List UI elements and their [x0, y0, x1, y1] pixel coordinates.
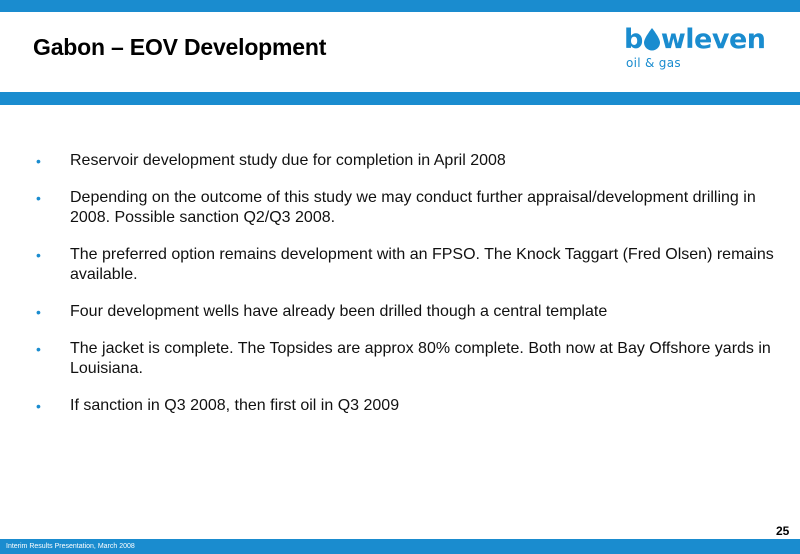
bullet-list	[36, 151, 796, 433]
bullet-item	[36, 339, 796, 379]
bullet-marker: •	[36, 398, 41, 414]
logo-wordmark	[624, 24, 765, 56]
bullet-text: Four development wells have already been drilled though a central template	[70, 303, 608, 320]
droplet-icon	[642, 27, 662, 51]
bullet-item	[36, 396, 796, 416]
bullet-item	[36, 151, 796, 171]
bullet-text: If sanction in Q3 2008, then first oil in Q3 2009	[70, 397, 400, 414]
bullet-item	[36, 302, 796, 322]
bullet-marker: •	[36, 247, 41, 263]
page-number: 25	[776, 524, 790, 538]
bullet-text: The preferred option remains development with an FPSO. The Knock Taggart (Fred Olsen) remains available.	[70, 246, 774, 283]
bullet-marker: •	[36, 190, 41, 206]
logo-subtitle: oil & gas	[626, 56, 681, 70]
slide-title: Gabon – EOV Development	[33, 34, 327, 60]
footer-text: Interim Results Presentation, March 2008	[6, 543, 135, 550]
logo-letters-wleven: wleven	[660, 24, 766, 55]
bullet-marker: •	[36, 304, 41, 320]
bullet-item	[36, 188, 796, 228]
bowleven-logo	[624, 24, 774, 74]
bullet-marker: •	[36, 341, 41, 357]
footer-band	[0, 539, 800, 554]
bullet-text: Reservoir development study due for completion in April 2008	[70, 152, 506, 169]
bullet-text: The jacket is complete. The Topsides are approx 80% complete. Both now at Bay Offshore yards in Louisiana.	[70, 340, 771, 377]
title-divider-band	[0, 92, 800, 105]
bullet-marker: •	[36, 153, 41, 169]
bullet-item	[36, 245, 796, 285]
bullet-text: Depending on the outcome of this study we may conduct further appraisal/development drilling in 2008. Possible sanction Q2/Q3 2008.	[70, 189, 756, 226]
header-band	[0, 0, 800, 12]
logo-letter-b: b	[624, 24, 643, 55]
